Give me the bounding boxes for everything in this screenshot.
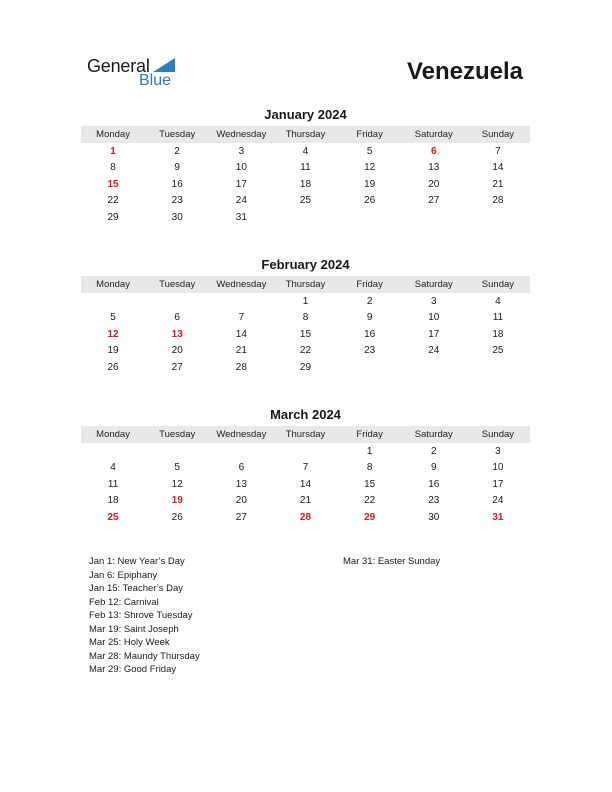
- day-cell: 8: [366, 462, 373, 474]
- day-cell: 18: [299, 178, 312, 190]
- day-cell: 1: [302, 295, 309, 307]
- day-cell: 17: [428, 328, 440, 340]
- logo-general-text: General: [87, 56, 150, 76]
- day-cell: 8: [110, 162, 116, 174]
- weekday-label: Wednesday: [216, 279, 267, 290]
- day-cell: 11: [107, 478, 119, 490]
- day-cell: 16: [428, 478, 440, 490]
- weekday-label: Thursday: [285, 129, 326, 140]
- weekday-label: Saturday: [414, 279, 453, 290]
- day-cell: 20: [171, 345, 183, 357]
- week-row: [81, 509, 530, 526]
- day-cell: 20: [235, 495, 247, 507]
- day-cell: 30: [428, 511, 440, 523]
- day-cell: 31: [235, 211, 247, 223]
- weekday-label: Tuesday: [159, 129, 196, 140]
- weekday-label: Sunday: [481, 279, 515, 290]
- day-cell: 22: [107, 195, 119, 207]
- week-row: [81, 193, 530, 210]
- day-cell: 24: [235, 195, 247, 207]
- holiday-item: Feb 12: Carnival: [89, 596, 159, 608]
- day-cell: 5: [110, 312, 116, 324]
- day-cell: 31: [492, 511, 504, 523]
- holiday-item: Mar 19: Saint Joseph: [89, 623, 179, 635]
- country-title: Venezuela: [406, 58, 523, 85]
- day-cell: 29: [299, 361, 312, 373]
- day-cell: 30: [171, 211, 183, 223]
- weekday-label: Thursday: [285, 279, 326, 290]
- day-cell: 13: [235, 478, 247, 490]
- weekday-label: Saturday: [414, 129, 453, 140]
- month-title: March 2024: [270, 407, 341, 422]
- month-calendar: [81, 257, 530, 376]
- day-cell: 12: [107, 328, 119, 340]
- day-cell: 6: [430, 145, 437, 157]
- day-cell: 19: [364, 178, 376, 190]
- week-row: [81, 343, 530, 360]
- weekday-label: Saturday: [414, 429, 453, 440]
- week-row: [81, 160, 530, 177]
- day-cell: 17: [492, 478, 504, 490]
- day-cell: 1: [110, 145, 116, 157]
- holiday-item: Jan 6: Epiphany: [89, 569, 158, 581]
- day-cell: 23: [171, 195, 183, 207]
- day-cell: 15: [364, 478, 376, 490]
- day-cell: 20: [428, 178, 440, 190]
- day-cell: 22: [364, 495, 376, 507]
- day-cell: 1: [366, 445, 373, 457]
- day-cell: 5: [366, 145, 373, 157]
- holiday-item: Mar 28: Maundy Thursday: [89, 650, 200, 662]
- day-cell: 14: [492, 162, 504, 174]
- weekday-label: Wednesday: [216, 429, 267, 440]
- day-cell: 2: [430, 445, 437, 457]
- day-cell: 21: [492, 178, 504, 190]
- weekday-label: Sunday: [481, 429, 515, 440]
- day-cell: 2: [366, 295, 373, 307]
- week-row: [81, 176, 530, 193]
- day-cell: 4: [110, 462, 116, 474]
- day-cell: 9: [366, 312, 373, 324]
- day-cell: 28: [235, 361, 247, 373]
- day-cell: 12: [364, 162, 376, 174]
- weekday-label: Monday: [96, 429, 130, 440]
- week-row: [81, 293, 530, 310]
- day-cell: 2: [174, 145, 180, 157]
- day-cell: 28: [299, 511, 312, 523]
- day-cell: 11: [300, 162, 311, 174]
- day-cell: 29: [107, 211, 119, 223]
- week-row: [81, 493, 530, 510]
- holiday-item: Feb 13: Shrove Tuesday: [89, 610, 193, 621]
- day-cell: 25: [107, 511, 119, 523]
- day-cell: 23: [364, 345, 376, 357]
- week-row: [81, 443, 530, 460]
- logo: [87, 56, 187, 92]
- day-cell: 5: [174, 462, 180, 474]
- weekday-label: Friday: [356, 429, 383, 440]
- day-cell: 19: [107, 345, 119, 357]
- day-cell: 21: [299, 495, 312, 507]
- holiday-item: Mar 29: Good Friday: [89, 664, 177, 675]
- day-cell: 23: [428, 495, 440, 507]
- day-cell: 3: [238, 145, 245, 157]
- logo-blue-text: Blue: [139, 72, 172, 89]
- day-cell: 11: [492, 312, 504, 324]
- week-row: [81, 359, 530, 376]
- week-row: [81, 310, 530, 327]
- day-cell: 7: [495, 145, 501, 157]
- holiday-item: Mar 31: Easter Sunday: [343, 556, 441, 567]
- day-cell: 18: [492, 328, 504, 340]
- day-cell: 27: [171, 361, 183, 373]
- day-cell: 10: [235, 162, 247, 174]
- day-cell: 16: [364, 328, 376, 340]
- day-cell: 26: [107, 361, 119, 373]
- month-title: February 2024: [261, 257, 350, 272]
- day-cell: 13: [171, 328, 183, 340]
- weekday-label: Sunday: [481, 129, 515, 140]
- holiday-item: Jan 15: Teacher’s Day: [89, 583, 184, 594]
- day-cell: 17: [235, 178, 247, 190]
- week-row: [81, 326, 530, 343]
- day-cell: 22: [299, 345, 312, 357]
- weekday-header: [81, 426, 530, 443]
- day-cell: 14: [299, 478, 312, 490]
- holiday-list-left: [89, 555, 200, 677]
- holiday-item: Mar 25: Holy Week: [89, 637, 170, 648]
- day-cell: 24: [428, 345, 440, 357]
- holiday-item: Jan 1: New Year’s Day: [89, 556, 185, 567]
- day-cell: 16: [171, 178, 183, 190]
- weekday-label: Wednesday: [216, 129, 267, 140]
- day-cell: 29: [364, 511, 376, 523]
- day-cell: 26: [364, 195, 376, 207]
- day-cell: 27: [235, 511, 247, 523]
- day-cell: 19: [171, 495, 183, 507]
- day-cell: 7: [302, 462, 309, 474]
- month-calendar: [81, 107, 530, 226]
- week-row: [81, 476, 530, 493]
- logo-triangle-icon: [153, 58, 175, 72]
- weekday-header: [81, 276, 530, 293]
- holiday-list-right: [343, 555, 440, 569]
- day-cell: 26: [171, 511, 183, 523]
- weekday-label: Tuesday: [159, 429, 196, 440]
- day-cell: 10: [492, 462, 504, 474]
- weekday-label: Friday: [356, 129, 383, 140]
- day-cell: 3: [430, 295, 437, 307]
- weekday-label: Monday: [96, 129, 130, 140]
- day-cell: 13: [428, 162, 440, 174]
- day-cell: 27: [428, 195, 440, 207]
- day-cell: 12: [171, 478, 183, 490]
- day-cell: 8: [302, 312, 309, 324]
- day-cell: 15: [299, 328, 312, 340]
- weekday-label: Monday: [96, 279, 130, 290]
- day-cell: 6: [174, 312, 180, 324]
- month-title: January 2024: [264, 107, 347, 122]
- day-cell: 21: [235, 345, 247, 357]
- day-cell: 15: [107, 178, 119, 190]
- weekday-label: Tuesday: [159, 279, 196, 290]
- day-cell: 7: [238, 312, 245, 324]
- day-cell: 28: [492, 195, 504, 207]
- month-calendar: [81, 407, 530, 526]
- day-cell: 9: [174, 162, 180, 174]
- week-row: [81, 460, 530, 477]
- week-row: [81, 209, 530, 226]
- weekday-header: [81, 126, 530, 143]
- day-cell: 4: [302, 145, 309, 157]
- day-cell: 10: [428, 312, 440, 324]
- day-cell: 9: [430, 462, 437, 474]
- day-cell: 6: [238, 462, 245, 474]
- weekday-label: Friday: [356, 279, 383, 290]
- day-cell: 3: [495, 445, 501, 457]
- week-row: [81, 143, 530, 160]
- day-cell: 25: [299, 195, 312, 207]
- weekday-label: Thursday: [285, 429, 326, 440]
- day-cell: 14: [235, 328, 247, 340]
- day-cell: 18: [107, 495, 119, 507]
- day-cell: 4: [495, 295, 501, 307]
- day-cell: 24: [492, 495, 504, 507]
- day-cell: 25: [492, 345, 504, 357]
